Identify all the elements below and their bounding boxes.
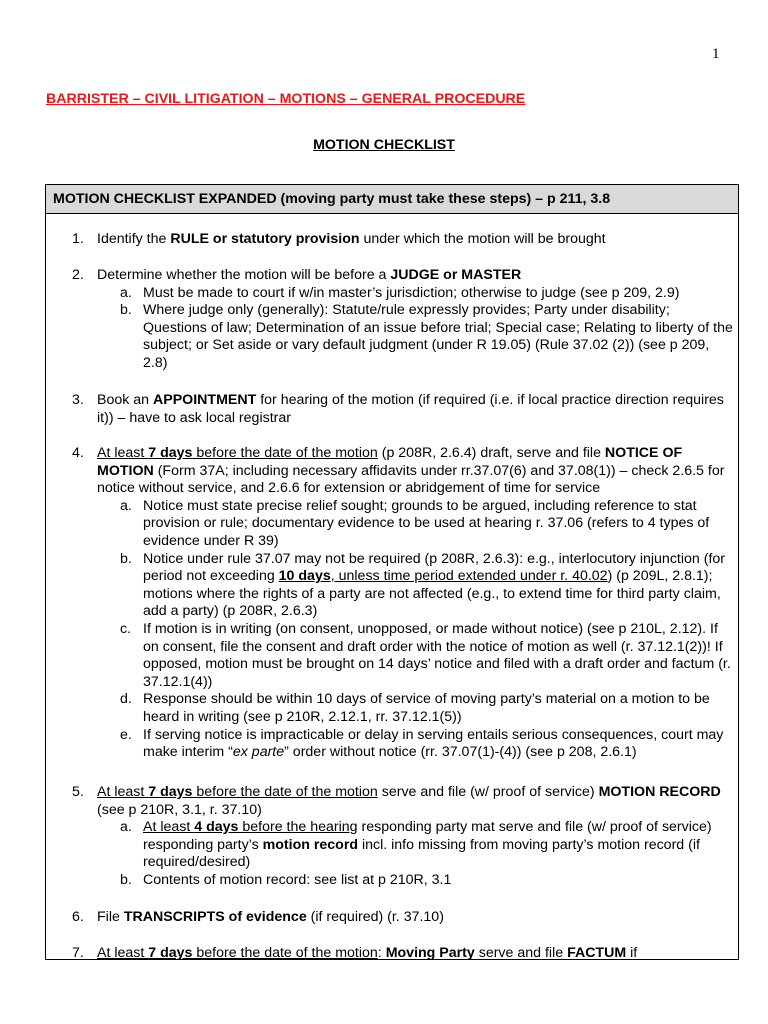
subitem-text: Notice under rule 37.07 may not be required (p 208R, 2.6.3): e.g., interlocutory injunction (for period not exceeding — [143, 550, 726, 585]
subitem-2a — [120, 284, 737, 303]
item-underlined-text — [97, 945, 378, 960]
subitem-letter: e. — [120, 726, 132, 743]
subitem-text: Notice must state precise relief sought; grounds to be argued, including reference to stat provision or rule; documentary evidence to be used at hearing r. 37.06 (refers to 4 types of evidence under R 39) — [143, 497, 710, 549]
item-bold-text: JUDGE or MASTER — [390, 267, 522, 283]
checklist-item-7 — [72, 945, 737, 960]
subitem-letter: b. — [120, 871, 132, 888]
subitem-bold-underlined-text: 10 days — [278, 568, 331, 585]
item-bold-text: 7 days — [148, 445, 193, 461]
subitem-letter: b. — [120, 550, 132, 567]
subitem-4c — [120, 620, 737, 691]
page-number: 1 — [712, 46, 720, 62]
item-text: File — [97, 909, 124, 925]
checklist-item-6 — [72, 909, 737, 927]
checklist-item-5 — [72, 784, 737, 890]
subitem-letter: c. — [120, 620, 132, 637]
item-number: 4. — [72, 445, 84, 461]
subitem-letter: a. — [120, 819, 132, 836]
item-bold-text: Moving Party — [385, 945, 475, 960]
item-number: 7. — [72, 945, 84, 960]
subitem-underlined-text — [143, 819, 358, 835]
item-text: At least — [97, 945, 149, 960]
item-bold-text: TRANSCRIPTS of evidence — [123, 909, 307, 925]
subitem-text: responding party mat serve and file (w/ proof of service) responding party’s — [143, 819, 712, 853]
subitem-bold-text: motion record — [262, 836, 359, 853]
subitem-text: Response should be within 10 days of service of moving party’s material on a motion to be heard in writing (see p 210R, 2.12.1, rr. 37.12.1(5)) — [143, 691, 710, 725]
item-text: for hearing of the motion (if required (i.e. if local practice direction requires it)) – have to ask local registrar — [97, 392, 724, 426]
subitem-5a — [120, 819, 737, 872]
item-underlined-text — [97, 445, 378, 461]
item-text: (if required) (r. 37.10) — [306, 909, 444, 925]
document-header: BARRISTER – CIVIL LITIGATION – MOTIONS – GENERAL PROCEDURE — [46, 91, 526, 107]
item-text: (see p 210R, 3.1, r. 37.10) — [97, 801, 262, 818]
item-text: At least — [97, 445, 149, 461]
item-bold-text: MOTION RECORD — [598, 784, 721, 800]
subitem-2b — [120, 302, 737, 372]
item-text: serve and file (w/ proof of service) — [377, 784, 599, 800]
item-text: if — [626, 945, 638, 960]
item-text: Book an — [97, 392, 154, 408]
checklist-box — [45, 184, 739, 960]
item-number: 3. — [72, 392, 84, 408]
item-underlined-text — [97, 784, 378, 800]
checklist-item-3 — [72, 392, 737, 427]
subitem-text: incl. info missing from moving party’s motion record (if required/desired) — [143, 836, 700, 871]
subitem-text: ” order without notice (rr. 37.07(1)-(4)) (see p 208, 2.6.1) — [284, 744, 637, 761]
subitem-5b — [120, 871, 737, 890]
subitem-bold-text: 4 days — [194, 819, 239, 836]
item-text: before the date of the motion — [192, 784, 378, 800]
item-text: before the date of the motion — [192, 445, 378, 461]
checklist-item-1 — [72, 231, 737, 249]
item-number: 6. — [72, 909, 84, 925]
item-bold-text: FACTUM — [567, 945, 627, 960]
subitem-text: If serving notice is impracticable or delay in serving entails serious consequences, court may make interim “ — [143, 726, 724, 761]
subitem-text: At least — [143, 819, 195, 836]
checklist-box-heading: MOTION CHECKLIST EXPANDED (moving party must take these steps) – p 211, 3.8 — [46, 185, 738, 214]
item-text: At least — [97, 784, 149, 800]
subitem-underlined-text: , unless time period extended under r. 40.02 — [330, 568, 608, 585]
subitem-text: ) (p 209L, 2.8.1); motions where the rights of a party are not affected (e.g., to extend time for third party claim, add a party) (p 208R, 2.6.3) — [143, 568, 721, 620]
item-text: Determine whether the motion will be before a — [97, 267, 391, 283]
item-text: (p 208R, 2.6.4) draft, serve and file — [377, 445, 605, 461]
item-bold-text: RULE or statutory provision — [170, 231, 360, 247]
item-bold-text: NOTICE OF MOTION — [97, 445, 683, 479]
subitem-letter: b. — [120, 302, 132, 319]
subitem-text: If motion is in writing (on consent, unopposed, or made without notice) (see p 210L, 2.12). If on consent, file the consent and draft order with the notice of motion as well (r. 37.12.1(2))! If opposed, motion must be brought on 14 days’ notice and filed with a draft order and factum (r. 37.12.1(4)) — [143, 620, 731, 690]
subitem-letter: d. — [120, 691, 132, 708]
subitem-text: Where judge only (generally): Statute/rule expressly provides; Party under disability; Questions of law; Determination of an issue before trial; Special case; Relating to liberty of the subject; or Set aside or vary default judgment (under R 19.05) (Rule 37.02 (2)) (see p 209, 2.8) — [143, 302, 733, 371]
item-text: Identify the — [97, 231, 171, 247]
item-text: : — [377, 945, 386, 960]
subitem-text: before the hearing — [238, 819, 358, 836]
subitem-4a — [120, 497, 737, 551]
subitem-4e — [120, 726, 737, 762]
item-bold-text: 7 days — [148, 945, 193, 960]
item-number: 2. — [72, 267, 84, 283]
item-text: (Form 37A; including necessary affidavits under rr.37.07(6) and 37.08(1)) – check 2.6.5 for notice without service, and 2.6.6 for extension or abridgement of time for service — [97, 462, 725, 497]
subitem-4d — [120, 691, 737, 726]
item-text: under which the motion will be brought — [359, 231, 606, 247]
item-number: 5. — [72, 784, 84, 800]
subitem-letter: a. — [120, 284, 132, 301]
subitem-4b — [120, 550, 737, 621]
checklist-item-2 — [72, 267, 737, 373]
item-number: 1. — [72, 231, 84, 247]
item-text: before the date of the motion — [192, 945, 378, 960]
subitem-text: Contents of motion record: see list at p 210R, 3.1 — [143, 871, 452, 888]
item-text: serve and file — [474, 945, 568, 960]
subitem-letter: a. — [120, 497, 132, 514]
item-bold-text: 7 days — [148, 784, 193, 800]
subitem-italic-text: ex parte — [232, 744, 285, 761]
item-bold-text: APPOINTMENT — [153, 392, 257, 408]
subitem-text: Must be made to court if w/in master’s jurisdiction; otherwise to judge (see p 209, 2.9) — [143, 284, 680, 301]
checklist-item-4 — [72, 445, 737, 762]
document-title: MOTION CHECKLIST — [313, 137, 455, 153]
